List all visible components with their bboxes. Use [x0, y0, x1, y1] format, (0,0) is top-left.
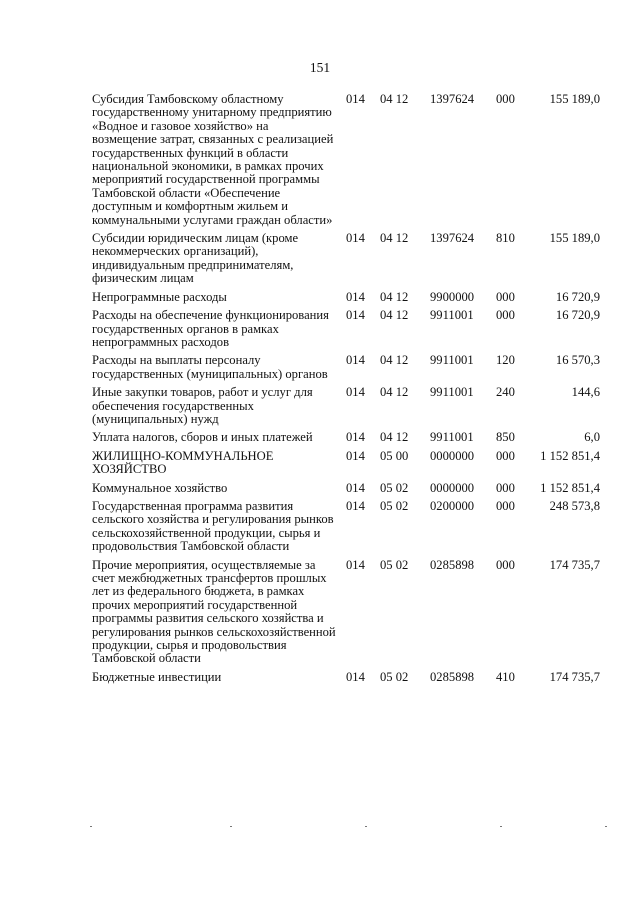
row-sum: 16 720,9	[555, 308, 600, 323]
table-row	[92, 291, 600, 309]
row-expense-kind: 000	[496, 498, 515, 513]
table-row	[92, 559, 600, 671]
row-section-code: 04 12	[380, 92, 409, 106]
row-name: Государственная программа развития сельского хозяйства и регулирования рынков сельскохозяйственной продукции, сырья и продовольствия Тамбовской области	[92, 498, 334, 554]
row-name: Иные закупки товаров, работ и услуг для обеспечения государственных (муниципальных) нужд	[92, 385, 313, 426]
row-expense-kind: 850	[496, 430, 515, 445]
row-sum: 1 152 851,4	[540, 448, 600, 463]
row-section-code: 05 02	[380, 669, 409, 684]
table-row	[92, 482, 600, 500]
row-sum: 155 189,0	[549, 92, 600, 106]
row-ministry-code: 014	[346, 289, 365, 304]
row-expense-kind: 810	[496, 231, 515, 246]
row-name: Непрограммные расходы	[92, 289, 227, 304]
row-expense-kind: 000	[496, 289, 515, 304]
row-target-code: 9911001	[430, 308, 474, 323]
row-name: Прочие мероприятия, осуществляемые за счет межбюджетных трансфертов прошлых лет из федерального бюджета, в рамках прочих мероприятий государственной программы развития сельского хозяйства и регулирования рынков сельскохозяйственной продукции, сырья и продовольствия Тамбовской области	[92, 557, 336, 666]
row-ministry-code: 014	[346, 92, 365, 106]
row-ministry-code: 014	[346, 669, 365, 684]
dot	[230, 826, 232, 827]
bottom-dotted-line	[90, 826, 610, 828]
row-sum: 174 735,7	[549, 557, 600, 572]
row-section-code: 04 12	[380, 289, 409, 304]
row-ministry-code: 014	[346, 308, 365, 323]
row-section-code: 05 02	[380, 480, 409, 495]
page-number: 151	[309, 60, 331, 75]
table-row	[92, 500, 600, 559]
row-target-code: 9911001	[430, 385, 474, 400]
row-name: ЖИЛИЩНО-КОММУНАЛЬНОЕ ХОЗЯЙСТВО	[92, 448, 274, 477]
table-row	[92, 671, 600, 689]
row-name: Субсидия Тамбовскому областному государственному унитарному предприятию «Водное и газовое хозяйство» на возмещение затрат, связанных с реализацией государственных функций в области национальной экономики, в рамках прочих мероприятий государственной программы Тамбовской области «Обеспечение доступным и комфортным жильем и коммунальными услугами граждан области»	[92, 92, 334, 227]
row-section-code: 05 02	[380, 557, 409, 572]
row-target-code: 0285898	[430, 557, 475, 572]
row-ministry-code: 014	[346, 353, 365, 368]
row-target-code: 0000000	[430, 448, 475, 463]
table-row	[92, 386, 600, 431]
budget-table-body	[92, 93, 600, 689]
row-target-code: 0000000	[430, 480, 475, 495]
row-ministry-code: 014	[346, 231, 365, 246]
row-sum: 16 570,3	[555, 353, 600, 368]
row-target-code: 9911001	[430, 353, 474, 368]
row-target-code: 0200000	[430, 498, 475, 513]
table-row	[92, 354, 600, 386]
row-section-code: 05 02	[380, 498, 409, 513]
row-expense-kind: 410	[496, 669, 515, 684]
table-row	[92, 309, 600, 354]
row-expense-kind: 000	[496, 448, 515, 463]
row-sum: 155 189,0	[549, 231, 600, 246]
row-expense-kind: 000	[496, 480, 515, 495]
row-sum: 174 735,7	[549, 669, 600, 684]
budget-table	[92, 93, 600, 689]
row-expense-kind: 000	[496, 308, 515, 323]
row-target-code: 9911001	[430, 430, 474, 445]
row-name: Коммунальное хозяйство	[92, 480, 228, 495]
row-target-code: 0285898	[430, 669, 475, 684]
row-section-code: 04 12	[380, 385, 409, 400]
row-name: Субсидии юридическим лицам (кроме некоммерческих организаций), индивидуальным предпринимателям, физическим лицам	[92, 231, 299, 286]
row-sum: 248 573,8	[549, 498, 600, 513]
row-section-code: 04 12	[380, 353, 409, 368]
table-row	[92, 431, 600, 449]
row-section-code: 05 00	[380, 448, 409, 463]
row-expense-kind: 000	[496, 557, 515, 572]
row-target-code: 1397624	[430, 231, 475, 246]
row-sum: 1 152 851,4	[540, 480, 600, 495]
dot	[365, 826, 367, 827]
row-target-code: 1397624	[430, 92, 475, 106]
dot	[605, 826, 607, 827]
row-ministry-code: 014	[346, 448, 365, 463]
row-ministry-code: 014	[346, 430, 365, 445]
row-name: Уплата налогов, сборов и иных платежей	[92, 430, 313, 445]
row-section-code: 04 12	[380, 308, 409, 323]
row-sum: 6,0	[584, 430, 600, 445]
table-row	[92, 232, 600, 291]
dot	[500, 826, 502, 827]
row-expense-kind: 120	[496, 353, 515, 368]
table-row	[92, 450, 600, 482]
row-name: Расходы на выплаты персоналу государственных (муниципальных) органов	[92, 353, 328, 381]
row-ministry-code: 014	[346, 498, 365, 513]
row-name: Бюджетные инвестиции	[92, 669, 222, 684]
row-expense-kind: 240	[496, 385, 515, 400]
table-row	[92, 93, 600, 232]
row-ministry-code: 014	[346, 557, 365, 572]
row-section-code: 04 12	[380, 430, 409, 445]
row-sum: 144,6	[571, 385, 600, 400]
row-section-code: 04 12	[380, 231, 409, 246]
row-expense-kind: 000	[496, 92, 515, 106]
row-ministry-code: 014	[346, 385, 365, 400]
row-target-code: 9900000	[430, 289, 475, 304]
row-name: Расходы на обеспечение функционирования государственных органов в рамках непрограммных расходов	[92, 308, 329, 349]
row-ministry-code: 014	[346, 480, 365, 495]
row-sum: 16 720,9	[555, 289, 600, 304]
dot	[90, 826, 92, 827]
